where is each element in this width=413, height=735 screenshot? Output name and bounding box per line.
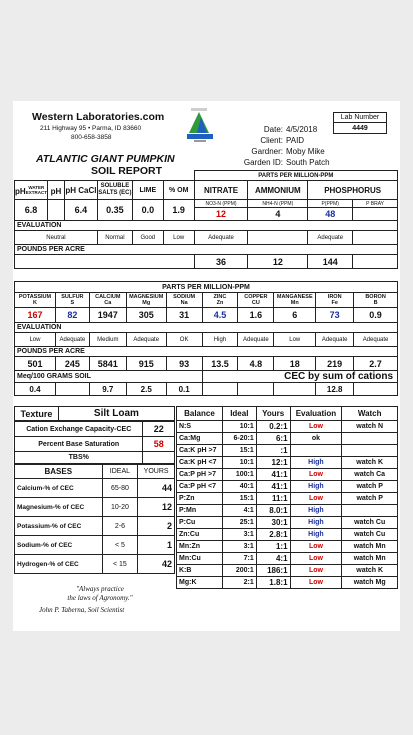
no3-evaluation: Adequate xyxy=(194,231,248,245)
bases-label: Hydrogen-% of CEC xyxy=(15,555,103,574)
lab-number-label: Lab Number xyxy=(334,113,386,123)
nutrient-header xyxy=(15,293,56,308)
bases-row xyxy=(15,498,175,517)
balance-evaluation: ok xyxy=(290,433,342,445)
ammonium-header: AMMONIUM xyxy=(248,181,308,200)
nutrient-value: 167 xyxy=(15,308,56,323)
nutrient-header xyxy=(55,293,89,308)
nutrient-header-symbol: Mn xyxy=(290,300,299,306)
p-value: 48 xyxy=(308,208,353,221)
balance-ratio: Ca:Mg xyxy=(177,433,223,445)
balance-row xyxy=(177,493,398,505)
om-evaluation: Low xyxy=(163,231,194,245)
bases-yours: 42 xyxy=(138,555,175,574)
balance-ideal: 25:1 xyxy=(222,517,256,529)
nutrient-value: 73 xyxy=(316,308,354,323)
nutrient-evaluation: Adequate xyxy=(354,333,398,347)
balance-evaluation: Low xyxy=(290,577,342,589)
no3-value: 12 xyxy=(194,208,248,221)
balance-ratio: P:Mn xyxy=(177,505,223,517)
balance-row xyxy=(177,529,398,541)
bases-ideal: 65-80 xyxy=(102,479,138,498)
pounds-label: POUNDS PER ACRE xyxy=(15,245,398,255)
nutrient-pounds: 245 xyxy=(55,357,89,371)
bases-row xyxy=(15,479,175,498)
bases-ideal: < 15 xyxy=(102,555,138,574)
lime-header: LIME xyxy=(132,181,163,200)
cacl-value: 6.4 xyxy=(64,200,97,221)
balance-ratio: Ca:P pH >7 xyxy=(177,469,223,481)
nutrient-header-symbol: Fe xyxy=(331,300,338,306)
balance-header: Balance xyxy=(177,407,223,421)
evaluation-label: EVALUATION xyxy=(15,221,398,231)
nutrient-evaluation: Adequate xyxy=(126,333,166,347)
balance-evaluation: Low xyxy=(290,493,342,505)
bottom-margin xyxy=(0,632,413,735)
nutrient-header-symbol: Ca xyxy=(104,300,112,306)
smp-value xyxy=(47,200,64,221)
meq-value xyxy=(202,383,238,396)
balance-ideal: 3:1 xyxy=(222,529,256,541)
balance-evaluation: High xyxy=(290,481,342,493)
date-value: 4/5/2018 xyxy=(286,125,318,134)
nutrient-evaluation: Low xyxy=(274,333,316,347)
phosphorus-header: PHOSPHORUS xyxy=(308,181,398,200)
salts-value: 0.35 xyxy=(97,200,132,221)
bases-ideal: < 5 xyxy=(102,536,138,555)
balance-row xyxy=(177,577,398,589)
p-pounds: 144 xyxy=(308,255,353,269)
bases-yours: 12 xyxy=(138,498,175,517)
bases-label: Magnesium-% of CEC xyxy=(15,498,103,517)
nutrient-evaluation: Adequate xyxy=(238,333,274,347)
balance-ideal: 15:1 xyxy=(222,445,256,457)
nutrient-value: 31 xyxy=(166,308,202,323)
nutrient-header-name: SODIUM xyxy=(173,294,196,300)
balance-ratio: Mg:K xyxy=(177,577,223,589)
evaluation-label-2: EVALUATION xyxy=(15,323,398,333)
nutrient-header-symbol: S xyxy=(70,300,75,306)
pbs-label: Percent Base Saturation xyxy=(15,437,143,452)
texture-value: Silt Loam xyxy=(58,407,174,421)
p-bray-value xyxy=(353,208,398,221)
balance-ideal: 200:1 xyxy=(222,565,256,577)
nutrient-header-name: ZINC xyxy=(213,294,227,300)
cec-table xyxy=(14,421,175,464)
no3-subheader: NO3-N (PPM) xyxy=(194,200,248,208)
nutrient-header-symbol: Zn xyxy=(216,300,224,306)
nutrient-pounds: 93 xyxy=(166,357,202,371)
pounds-label-2: POUNDS PER ACRE xyxy=(15,347,398,357)
bases-yours: 44 xyxy=(138,479,175,498)
balance-row xyxy=(177,433,398,445)
nutrient-value: 82 xyxy=(55,308,89,323)
balance-ideal: 2:1 xyxy=(222,577,256,589)
nutrient-header-name: MANGANESE xyxy=(276,294,313,300)
balance-ratio: Mn:Zn xyxy=(177,541,223,553)
ph-cacl-header: pH CaCl xyxy=(64,181,97,200)
balance-yours: :1 xyxy=(256,445,290,457)
balance-watch xyxy=(342,505,398,517)
nutrient-pounds: 4.8 xyxy=(238,357,274,371)
lab-address: 211 Highway 95 • Parma, ID 83660 xyxy=(40,125,142,132)
balance-evaluation: High xyxy=(290,517,342,529)
quote-line-2: the laws of Agronomy." xyxy=(67,594,133,602)
balance-watch: watch K xyxy=(342,565,398,577)
nutrient-header xyxy=(166,293,202,308)
balance-ratio: Mn:Cu xyxy=(177,553,223,565)
client-value: PAID xyxy=(286,136,305,145)
nutrient-evaluation: Adequate xyxy=(316,333,354,347)
bases-row xyxy=(15,517,175,536)
ppm-header-2: PARTS PER MILLION-PPM xyxy=(15,282,398,293)
meq-value xyxy=(274,383,316,396)
quote-line-1: "Always practice xyxy=(76,585,124,593)
lab-name: Western Laboratories.com xyxy=(32,111,165,123)
cec-sum-label: CEC by sum of cations xyxy=(202,371,397,383)
balance-ideal: 15:1 xyxy=(222,493,256,505)
om-value: 1.9 xyxy=(163,200,194,221)
no3-pounds: 36 xyxy=(194,255,248,269)
balance-yours: 41:1 xyxy=(256,469,290,481)
nutrient-evaluation: Low xyxy=(15,333,56,347)
ph-smp-header: pH xyxy=(47,181,64,200)
nutrient-header-symbol: B xyxy=(373,300,378,306)
nutrient-header xyxy=(238,293,274,308)
nutrient-value: 6 xyxy=(274,308,316,323)
nutrient-header xyxy=(354,293,398,308)
meq-value: 12.8 xyxy=(316,383,354,396)
pbs-value: 58 xyxy=(143,437,175,452)
nutrient-header-symbol: CU xyxy=(251,300,260,306)
balance-yours: 8.0:1 xyxy=(256,505,290,517)
cec-label: Cation Exchange Capacity-CEC xyxy=(15,422,143,437)
balance-row xyxy=(177,517,398,529)
bases-row xyxy=(15,555,175,574)
balance-watch: watch K xyxy=(342,457,398,469)
bases-yours: 1 xyxy=(138,536,175,555)
meq-value xyxy=(354,383,398,396)
balance-ideal: 40:1 xyxy=(222,481,256,493)
balance-yours: 1:1 xyxy=(256,541,290,553)
soil-report-page xyxy=(13,101,400,631)
salts-evaluation: Normal xyxy=(97,231,132,245)
balance-ratio: Ca:K pH <7 xyxy=(177,457,223,469)
balance-yours: 6:1 xyxy=(256,433,290,445)
nutrient-value: 0.9 xyxy=(354,308,398,323)
quote-author: John P. Taberna, Soil Scientist xyxy=(39,606,125,614)
balance-yours: 11:1 xyxy=(256,493,290,505)
balance-yours: 1.8:1 xyxy=(256,577,290,589)
balance-ratio: P:Cu xyxy=(177,517,223,529)
balance-ideal: 10:1 xyxy=(222,457,256,469)
balance-table xyxy=(176,406,398,589)
texture-label: Texture xyxy=(15,407,59,421)
nutrient-pounds: 2.7 xyxy=(354,357,398,371)
balance-yours: 12:1 xyxy=(256,457,290,469)
nh4-value: 4 xyxy=(248,208,308,221)
nutrient-pounds: 915 xyxy=(126,357,166,371)
nutrient-pounds: 5841 xyxy=(89,357,126,371)
nutrient-value: 1.6 xyxy=(238,308,274,323)
nitrate-header: NITRATE xyxy=(194,181,248,200)
cec-value: 22 xyxy=(143,422,175,437)
texture-table xyxy=(14,406,175,421)
nutrient-header xyxy=(89,293,126,308)
ppm-header: PARTS PER MILLION-PPM xyxy=(194,171,397,181)
balance-yours: 41:1 xyxy=(256,481,290,493)
soluble-salts-header: SOLUBLE SALTS (EC) xyxy=(97,181,132,200)
balance-watch: watch P xyxy=(342,481,398,493)
nutrient-value: 1947 xyxy=(89,308,126,323)
gardener-label: Gardner: xyxy=(251,147,283,156)
lime-evaluation: Good xyxy=(132,231,163,245)
quote xyxy=(45,585,155,603)
balance-watch: watch Ca xyxy=(342,469,398,481)
basic-soil-table xyxy=(14,170,398,269)
balance-ideal: 10:1 xyxy=(222,421,256,433)
bases-header: BASES xyxy=(15,465,103,479)
ph-evaluation: Neutral xyxy=(15,231,98,245)
balance-yours: 4:1 xyxy=(256,553,290,565)
balance-evaluation: High xyxy=(290,505,342,517)
balance-ratio: Ca:K pH >7 xyxy=(177,445,223,457)
nutrient-evaluation: High xyxy=(202,333,238,347)
nutrient-header-name: SULFUR xyxy=(61,294,84,300)
balance-watch: watch Mn xyxy=(342,541,398,553)
lab-number-value: 4449 xyxy=(352,125,368,132)
balance-ideal: 7:1 xyxy=(222,553,256,565)
garden-label: Garden ID: xyxy=(243,158,283,167)
nutrient-header xyxy=(126,293,166,308)
report-title: ATLANTIC GIANT PUMPKIN xyxy=(36,153,175,165)
balance-row xyxy=(177,553,398,565)
balance-evaluation: High xyxy=(290,529,342,541)
lime-value: 0.0 xyxy=(132,200,163,221)
meq-value: 0.1 xyxy=(166,383,202,396)
nutrient-header xyxy=(316,293,354,308)
balance-header: Ideal xyxy=(222,407,256,421)
balance-yours: 186:1 xyxy=(256,565,290,577)
balance-watch xyxy=(342,433,398,445)
p-evaluation: Adequate xyxy=(308,231,353,245)
report-subtitle: SOIL REPORT xyxy=(91,165,162,177)
balance-row xyxy=(177,469,398,481)
nutrient-evaluation: Adequate xyxy=(55,333,89,347)
gardener-value: Moby Mike xyxy=(286,147,325,156)
bases-row xyxy=(15,536,175,555)
balance-ratio: K:B xyxy=(177,565,223,577)
nutrient-header-name: MAGNESIUM xyxy=(129,294,164,300)
balance-evaluation: Low xyxy=(290,553,342,565)
balance-watch: watch Cu xyxy=(342,529,398,541)
balance-evaluation: Low xyxy=(290,469,342,481)
balance-yours: 30:1 xyxy=(256,517,290,529)
nutrient-evaluation: OK xyxy=(166,333,202,347)
bases-ideal: 10-20 xyxy=(102,498,138,517)
balance-yours: 2.8:1 xyxy=(256,529,290,541)
balance-ideal: 100:1 xyxy=(222,469,256,481)
balance-evaluation: Low xyxy=(290,565,342,577)
meq-label: Meq/100 GRAMS SOIL xyxy=(15,371,203,383)
nutrient-pounds: 18 xyxy=(274,357,316,371)
balance-ratio: Zn:Cu xyxy=(177,529,223,541)
balance-row xyxy=(177,457,398,469)
balance-watch: watch Mg xyxy=(342,577,398,589)
meq-value xyxy=(55,383,89,396)
ideal-header: IDEAL xyxy=(102,465,138,479)
lab-number-box xyxy=(333,112,387,134)
meq-value: 0.4 xyxy=(15,383,56,396)
p-bray-subheader: P BRAY xyxy=(353,200,398,208)
bases-yours: 2 xyxy=(138,517,175,536)
balance-evaluation: Low xyxy=(290,541,342,553)
balance-watch: watch N xyxy=(342,421,398,433)
nutrient-header-name: COPPER xyxy=(244,294,268,300)
balance-ratio: N:S xyxy=(177,421,223,433)
yours-header: YOURS xyxy=(138,465,175,479)
date-label: Date: xyxy=(263,125,283,134)
balance-ideal: 4:1 xyxy=(222,505,256,517)
garden-value: South Patch xyxy=(286,158,330,167)
meq-value xyxy=(238,383,274,396)
nutrient-header-name: POTASSIUM xyxy=(18,294,52,300)
lab-phone: 800-658-3858 xyxy=(71,134,112,141)
top-margin xyxy=(0,0,413,100)
balance-watch: watch Cu xyxy=(342,517,398,529)
balance-header: Yours xyxy=(256,407,290,421)
balance-ratio: P:Zn xyxy=(177,493,223,505)
nutrient-header xyxy=(202,293,238,308)
ph-water-header: pH WATER EXTRACT xyxy=(15,181,48,200)
balance-watch: watch P xyxy=(342,493,398,505)
om-header: % OM xyxy=(163,181,194,200)
bases-ideal: 2-6 xyxy=(102,517,138,536)
nh4-subheader: NH4-N (PPM) xyxy=(248,200,308,208)
nutrient-value: 4.5 xyxy=(202,308,238,323)
nutrient-pounds: 219 xyxy=(316,357,354,371)
balance-ratio: Ca:P pH <7 xyxy=(177,481,223,493)
nutrient-evaluation: Medium xyxy=(89,333,126,347)
meq-value: 2.5 xyxy=(126,383,166,396)
accreditation-logo-icon xyxy=(181,105,219,145)
bases-table xyxy=(14,464,175,574)
balance-yours: 0.2:1 xyxy=(256,421,290,433)
balance-row xyxy=(177,445,398,457)
balance-watch: watch Mn xyxy=(342,553,398,565)
balance-evaluation: Low xyxy=(290,421,342,433)
balance-ideal: 3:1 xyxy=(222,541,256,553)
balance-watch xyxy=(342,445,398,457)
nutrient-header-name: IRON xyxy=(327,294,342,300)
p-ppm-subheader: P(PPM) xyxy=(308,200,353,208)
balance-row xyxy=(177,541,398,553)
nh4-pounds: 12 xyxy=(248,255,308,269)
nutrient-table xyxy=(14,281,398,396)
bases-label: Calcium-% of CEC xyxy=(15,479,103,498)
balance-ideal: 6-20:1 xyxy=(222,433,256,445)
balance-row xyxy=(177,565,398,577)
balance-header: Watch xyxy=(342,407,398,421)
nutrient-pounds: 501 xyxy=(15,357,56,371)
bases-label: Potassium-% of CEC xyxy=(15,517,103,536)
nutrient-header xyxy=(274,293,316,308)
balance-header: Evaluation xyxy=(290,407,342,421)
balance-row xyxy=(177,421,398,433)
balance-row xyxy=(177,505,398,517)
meq-value: 9.7 xyxy=(89,383,126,396)
balance-row xyxy=(177,481,398,493)
balance-evaluation: High xyxy=(290,457,342,469)
nutrient-value: 305 xyxy=(126,308,166,323)
nutrient-pounds: 13.5 xyxy=(202,357,238,371)
ph-value: 6.8 xyxy=(15,200,48,221)
tbs-label: TBS% xyxy=(15,452,143,464)
nutrient-header-name: CALCIUM xyxy=(95,294,121,300)
nutrient-header-symbol: K xyxy=(32,300,37,306)
bases-label: Sodium-% of CEC xyxy=(15,536,103,555)
balance-evaluation xyxy=(290,445,342,457)
client-label: Client: xyxy=(260,136,283,145)
nutrient-header-name: BORON xyxy=(365,294,386,300)
nutrient-header-symbol: Mg xyxy=(142,300,151,306)
nutrient-header-symbol: Na xyxy=(180,300,188,306)
